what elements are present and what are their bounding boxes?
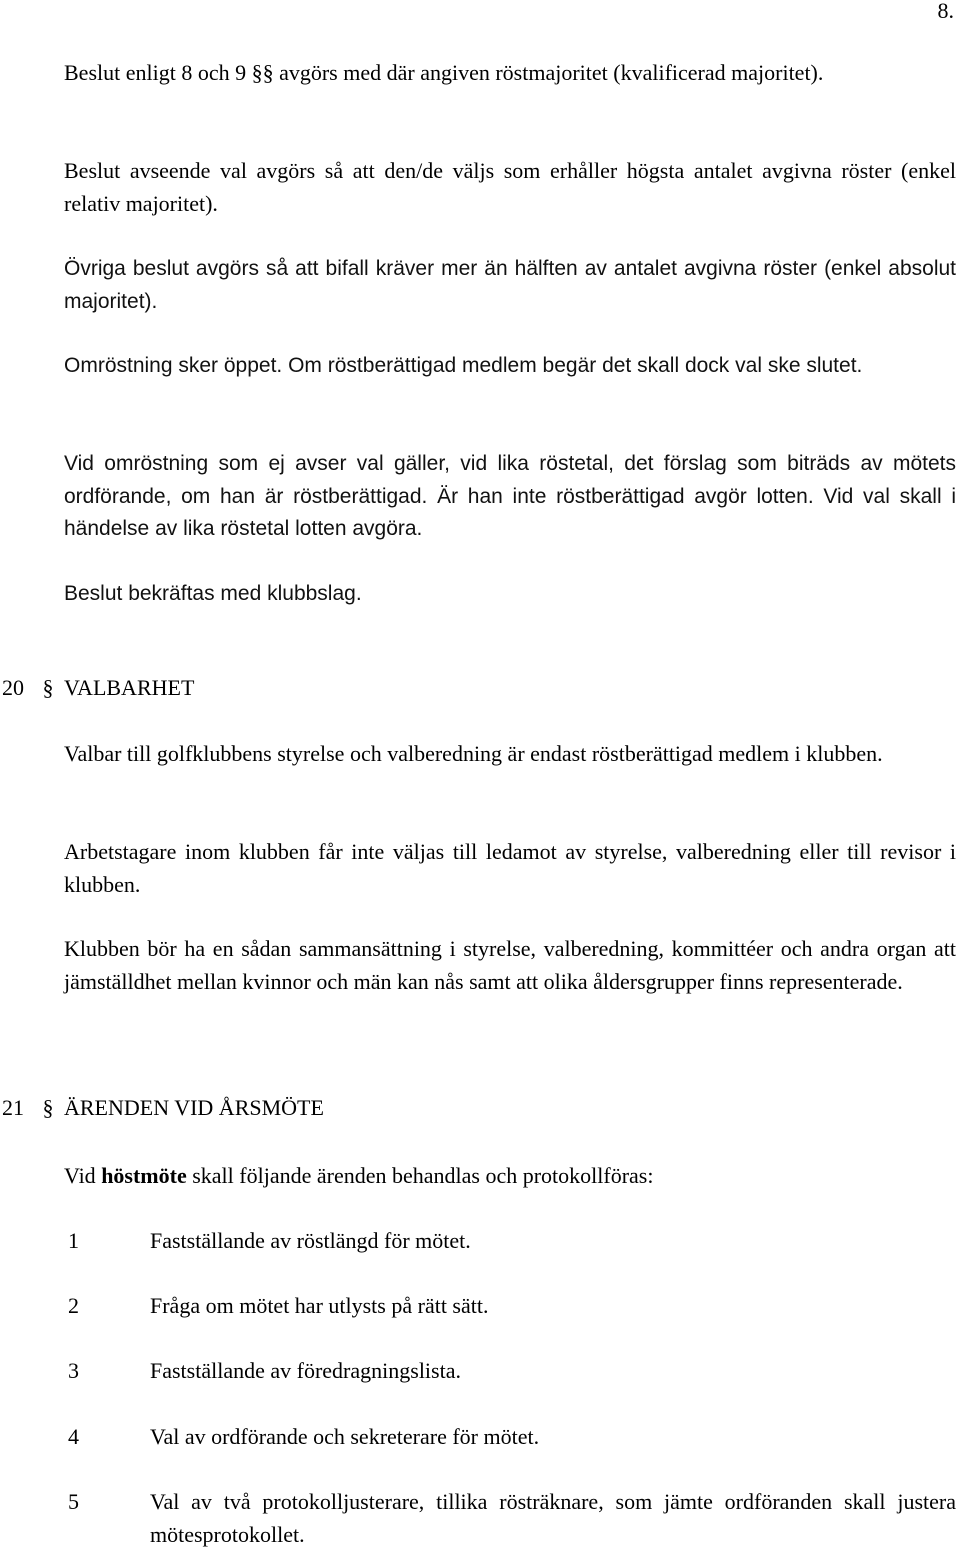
list-item (68, 1290, 956, 1323)
list-item (68, 1225, 956, 1258)
paragraph-intro: Vid höstmöte skall följande ärenden behandlas och protokollföras: (64, 1163, 654, 1188)
item-number: 2 (68, 1293, 79, 1318)
section-symbol: § (42, 675, 54, 700)
paragraph-eligibility: Valbar till golfklubbens styrelse och valberedning är endast röstberättigad medlem i klubben. (64, 741, 883, 766)
item-text: Fastställande av föredragningslista. (150, 1358, 461, 1383)
list-item (68, 1355, 956, 1388)
paragraph-employees: Arbetstagare inom klubben får inte väljas till ledamot av styrelse, valberedning eller till revisor i klubben. (64, 839, 956, 897)
item-number: 3 (68, 1358, 79, 1383)
item-number: 1 (68, 1228, 79, 1253)
section-20-heading (2, 675, 194, 701)
list-item (68, 1486, 956, 1551)
paragraph-equality: Klubben bör ha en sådan sammansättning i styrelse, valberedning, kommittéer och andra organ att jämställdhet mellan kvinnor och män kan nås samt att olika åldersgrupper finns representerade. (64, 936, 956, 994)
paragraph-absolute-majority: Övriga beslut avgörs så att bifall kräver mer än hälften av antalet avgivna röster (enkel absolut majoritet). (64, 257, 956, 313)
section-number: 21 (2, 1095, 24, 1120)
item-text: Fråga om mötet har utlysts på rätt sätt. (150, 1293, 489, 1318)
section-21-heading (2, 1095, 324, 1121)
list-item (68, 1421, 956, 1454)
page-number: 8. (937, 0, 954, 23)
paragraph-qualified-majority: Beslut enligt 8 och 9 §§ avgörs med där angiven röstmajoritet (kvalificerad majoritet). (64, 60, 824, 85)
paragraph-open-vote: Omröstning sker öppet. Om röstberättigad medlem begär det skall dock val ske slutet. (64, 354, 863, 377)
section-symbol: § (42, 1095, 54, 1120)
item-number: 5 (68, 1489, 79, 1514)
paragraph-gavel: Beslut bekräftas med klubbslag. (64, 582, 362, 605)
paragraph-relative-majority: Beslut avseende val avgörs så att den/de väljs som erhåller högsta antalet avgivna röster (enkel relativ majoritet). (64, 158, 956, 216)
section-title: VALBARHET (64, 675, 195, 700)
section-title: ÄRENDEN VID ÅRSMÖTE (64, 1095, 324, 1120)
item-number: 4 (68, 1424, 79, 1449)
item-text: Val av ordförande och sekreterare för mötet. (150, 1424, 540, 1449)
bold-term: höstmöte (101, 1163, 187, 1188)
section-number: 20 (2, 675, 24, 700)
paragraph-tie-vote: Vid omröstning som ej avser val gäller, vid lika röstetal, det förslag som biträds av mötets ordförande, om han är röstberättigad. Är han inte röstberättigad avgör lotten. Vid val skall i händelse av lika röstetal lotten avgöra. (64, 452, 956, 540)
item-text: Fastställande av röstlängd för mötet. (150, 1228, 471, 1253)
item-text: Val av två protokolljusterare, tillika rösträknare, som jämte ordföranden skall justera mötesprotokollet. (150, 1489, 956, 1547)
